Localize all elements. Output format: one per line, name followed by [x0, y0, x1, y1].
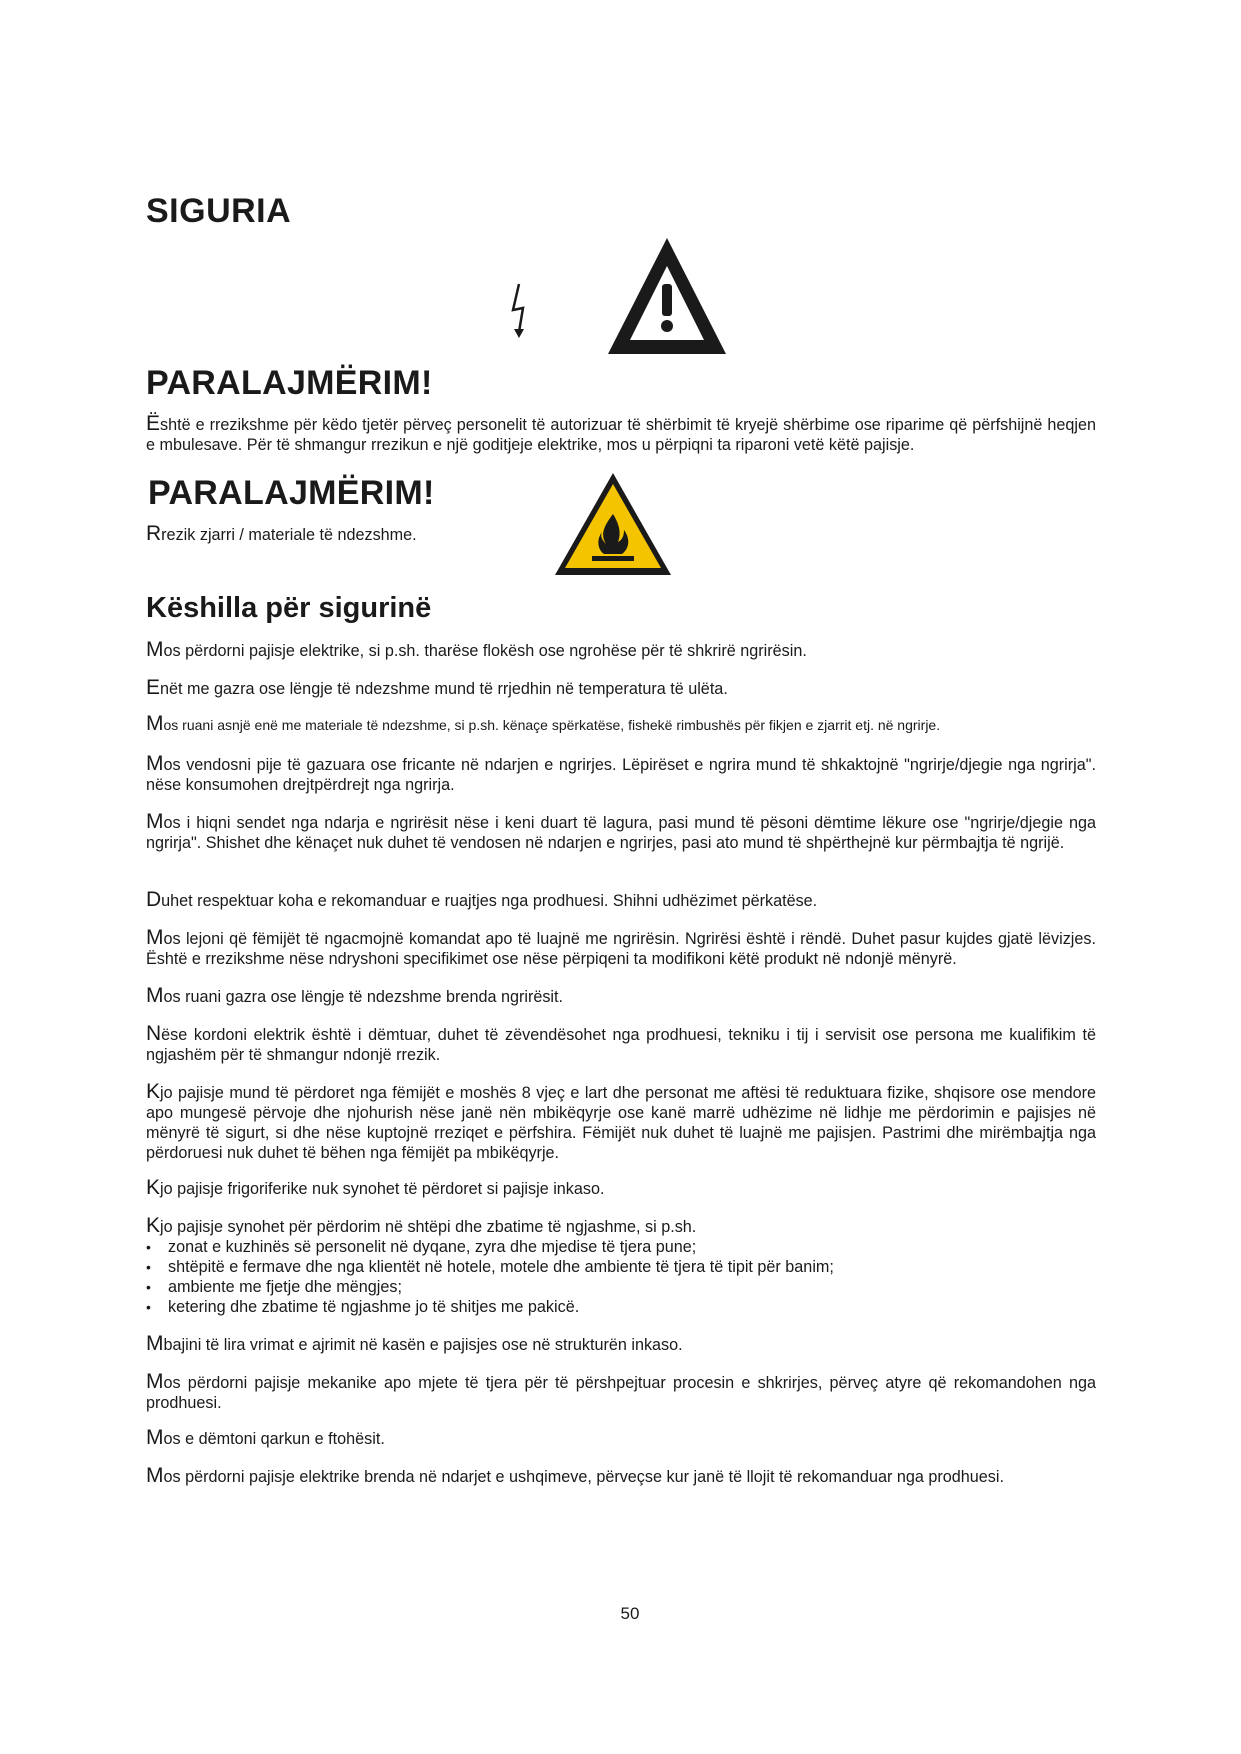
advice-paragraph: Mos e dëmtoni qarkun e ftohësit. [146, 1426, 385, 1449]
list-item: • ketering dhe zbatime të ngjashme jo të shitjes me pakicë. [146, 1297, 1096, 1317]
advice-paragraph: Mos përdorni pajisje elektrike brenda në ndarjet e ushqimeve, përveçse kur janë të llojit të rekomanduar nga prodhuesi. [146, 1464, 1004, 1487]
advice-paragraph: Mos i hiqni sendet nga ndarja e ngrirësit nëse i keni duart të lagura, pasi mund të pësoni dëmtime lëkure ose "ngrirje/djegie nga ngrirja". Shishet dhe kënaçet nuk duhet të vendosen në ndarjen e ngrirjes, pasi ato mund të shpërthejnë kur përmbajtja të ngrijë. [146, 810, 1096, 852]
advice-paragraph: Mos lejoni që fëmijët të ngacmojnë komandat apo të luajnë me ngrirësin. Ngrirësi është i rëndë. Duhet pasur kujdes gjatë lëvizjes. Është e rrezikshme nëse ndryshoni specifikimet ose nëse përpiqeni ta modifikoni këtë produkt në ndonjë mënyrë. [146, 926, 1096, 968]
advice-paragraph-with-list: Kjo pajisje synohet për përdorim në shtëpi dhe zbatime të ngjashme, si p.sh. • zonat e kuzhinës së personelit në dyqane, zyra dhe mjedise të tjera pune; • shtëpitë e fermave dhe nga klientët në hotele, motele dhe ambiente të tjera të tipit për banim; • ambiente me fjetje dhe mëngjes; • ketering dhe zbatime të ngjashme jo të shitjes me pakicë. [146, 1216, 1096, 1317]
advice-paragraph: Duhet respektuar koha e rekomanduar e ruajtjes nga prodhuesi. Shihni udhëzimet përkatëse. [146, 888, 818, 911]
advice-paragraph: Kjo pajisje frigoriferike nuk synohet të përdoret si pajisje inkaso. [146, 1176, 605, 1199]
warning-heading-fire: PARALAJMËRIM! [148, 474, 435, 512]
warning-text: Është e rrezikshme për këdo tjetër përveç personelit të autorizuar të shërbimit të kryejë shërbime ose riparime që përfshijnë heqjen e mbulesave. Për të shmangur rrezikun e një goditjeje elektrike, mos u përpiqni ta riparoni vetë këtë pajisje. [146, 412, 1096, 454]
page-title: SIGURIA [146, 192, 292, 230]
advice-paragraph: Kjo pajisje mund të përdoret nga fëmijët e moshës 8 vjeç e lart dhe personat me aftësi të reduktuara fizike, shqisore ose mendore apo mungesë përvoje dhe njohurish nëse janë nën mbikëqyrje ose kanë marrë udhëzime në lidhje me përdorimin e pajisjes në mënyrë të sigurt, si dhe nëse kuptojnë rreziqet e përfshira. Fëmijët nuk duhet të luajnë me pajisjen. Pastrimi dhe mirëmbajtja nga përdoruesi nuk duhet të bëhen nga fëmijët pa mbikëqyrje. [146, 1080, 1096, 1162]
advice-paragraph: Mbajini të lira vrimat e ajrimit në kasën e pajisjes ose në strukturën inkaso. [146, 1332, 683, 1355]
advice-heading: Këshilla për sigurinë [146, 592, 432, 624]
advice-paragraph: Mos përdorni pajisje mekanike apo mjete të tjera për të përshpejtuar procesin e shkrirjes, përveç atyre që rekomandohen nga prodhuesi. [146, 1370, 1096, 1412]
flammable-warning-icon [552, 470, 674, 578]
list-item: • ambiente me fjetje dhe mëngjes; [146, 1277, 1096, 1297]
warning-heading: PARALAJMËRIM! [146, 364, 433, 402]
list-item: • zonat e kuzhinës së personelit në dyqane, zyra dhe mjedise të tjera pune; [146, 1237, 1096, 1257]
page-number: 50 [620, 1604, 640, 1623]
warning-triangle-icon [604, 234, 730, 358]
list-item: • shtëpitë e fermave dhe nga klientët në hotele, motele dhe ambiente të tjera të tipit për banim; [146, 1257, 1096, 1277]
advice-paragraph: Enët me gazra ose lëngje të ndezshme mund të rrjedhin në temperatura të ulëta. [146, 676, 728, 699]
advice-paragraph: Mos përdorni pajisje elektrike, si p.sh. tharëse flokësh ose ngrohëse për të shkrirë ngrirësin. [146, 638, 807, 661]
fire-warning-text: Rrezik zjarri / materiale të ndezshme. [146, 522, 417, 545]
advice-paragraph: Nëse kordoni elektrik është i dëmtuar, duhet të zëvendësohet nga prodhuesi, tekniku i tij i servisit ose persona me kualifikim të ngjashëm për të shmangur ndonjë rrezik. [146, 1022, 1096, 1064]
advice-paragraph: Mos ruani asnjë enë me materiale të ndezshme, si p.sh. kënaçe spërkatëse, fishekë rimbushës për fikjen e zjarrit etj. në ngrirje. [146, 712, 941, 735]
advice-paragraph: Mos ruani gazra ose lëngje të ndezshme brenda ngrirësit. [146, 984, 564, 1007]
lightning-bolt-icon [508, 282, 530, 340]
advice-paragraph: Mos vendosni pije të gazuara ose fricante në ndarjen e ngrirjes. Lëpirëset e ngrira mund të shkaktojnë "ngrirje/djegie nga ngrirja". nëse konsumohen drejtpërdrejt nga ngrirja. [146, 752, 1096, 794]
usage-list [146, 1237, 1096, 1317]
